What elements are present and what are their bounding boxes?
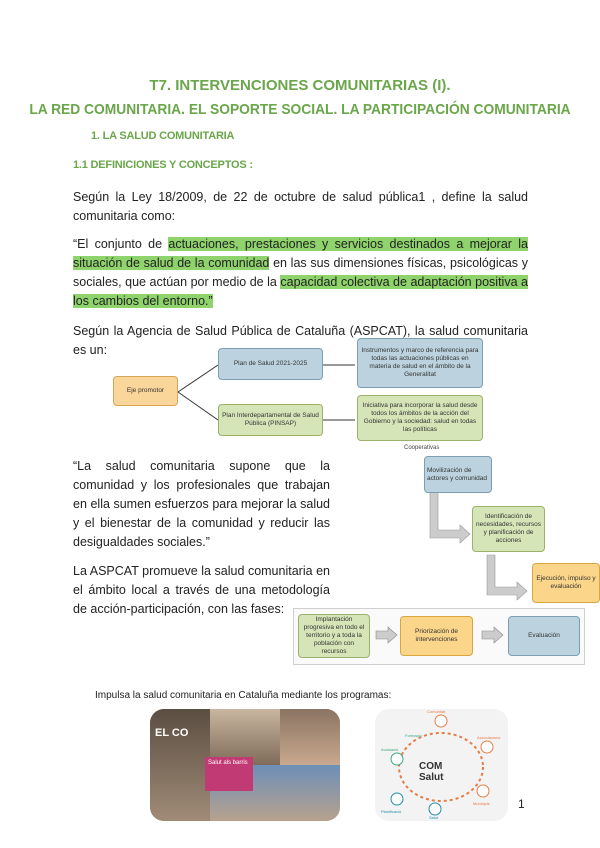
phase-step-3: Evaluación [508, 616, 580, 656]
com-salut-graphic [375, 709, 508, 821]
diagram-branch-plan-salud: Plan de Salud 2021-2025 [218, 348, 323, 380]
stair-step-3: Ejecución, impulso y evaluación [532, 563, 600, 603]
page-number: 1 [518, 797, 525, 811]
paragraph-law: Según la Ley 18/2009, de 22 de octubre de salud pública1 , define la salud comunitaria como: [73, 190, 528, 223]
diagram-caption: Cooperativas [404, 445, 440, 451]
paragraph-methodology: La ASPCAT promueve la salud comunitaria en el ámbito local a través de una metodología de acción-participación, con las fases: [73, 564, 330, 616]
stair-step-2: Identificación de necesidades, recursos y planificación de acciones [472, 506, 545, 552]
highlight-2: capacidad colectiva de adaptación positiva a los cambios del entorno.” [73, 275, 528, 308]
programs-caption: Impulsa la salud comunitaria en Cataluña mediante los programas: [95, 690, 392, 701]
arrow-right-icon [375, 626, 399, 644]
photo-salut-als-barris: EL CO Salut als barris [150, 709, 340, 821]
cycle-label: Planificació [381, 809, 402, 814]
quote-definition [73, 235, 528, 311]
page-subtitle: LA RED COMUNITARIA. EL SOPORTE SOCIAL. LA PARTICIPACIÓN COMUNITARIA [29, 101, 571, 118]
diagram-root-box: Eje promotor [113, 376, 178, 406]
com-salut-title: COM Salut [419, 761, 444, 783]
cycle-label: Salut [429, 815, 439, 820]
quote-text: en las sus dimensiones físicas, psicológicas y sociales, que actúan por medio de la [73, 256, 529, 289]
arrow-right-icon [481, 626, 505, 644]
quote-text: “El conjunto de [73, 237, 169, 251]
diagram-leaf-iniciativa: Iniciativa para incorporar la salud desde todos los ámbitos de la acción del Gobierno y la sociedad: salud en todas las políticas [357, 395, 483, 441]
highlight-1: actuaciones, prestaciones y servicios destinados a mejorar la situación de salud de la comunidad [73, 237, 528, 270]
page-title: T7. INTERVENCIONES COMUNITARIAS (I). [149, 77, 451, 94]
quote-aspcat: “La salud comunitaria supone que la comunidad y los profesionales que trabajan en ella sumen esfuerzos para mejorar la salud y el bienestar de la comunidad y reducir las desigualdades sociales.” [73, 459, 330, 549]
diagram-leaf-instrumentos: Instrumentos y marco de referencia para todas las actuaciones públicas en materia de salud en el ámbito de la Generalitat [357, 338, 483, 388]
photo-label: Salut als barris [205, 757, 253, 791]
phase-step-1: Implantación progresiva en todo el territorio y a toda la población con recursos [298, 614, 370, 658]
cycle-label: Associacions [477, 735, 501, 740]
paragraph-aspcat: Según la Agencia de Salud Pública de Cataluña (ASPCAT), la salud comunitaria es un: [73, 324, 528, 357]
phase-step-2: Priorización de intervenciones [400, 616, 473, 656]
section-heading-1: 1. LA SALUD COMUNITARIA [91, 130, 235, 142]
cycle-label: Formació [405, 733, 422, 738]
cycle-label: Comunitat [427, 709, 446, 714]
diagram-branch-pinsap: Plan Interdepartamental de Salud Pública (PINSAP) [218, 404, 323, 436]
cycle-label: Avaluació [381, 747, 399, 752]
cycle-label: Municipis [473, 801, 490, 806]
section-heading-1-1: 1.1 DEFINICIONES Y CONCEPTOS : [73, 159, 253, 171]
stair-step-1: Movilización de actores y comunidad [424, 456, 492, 493]
